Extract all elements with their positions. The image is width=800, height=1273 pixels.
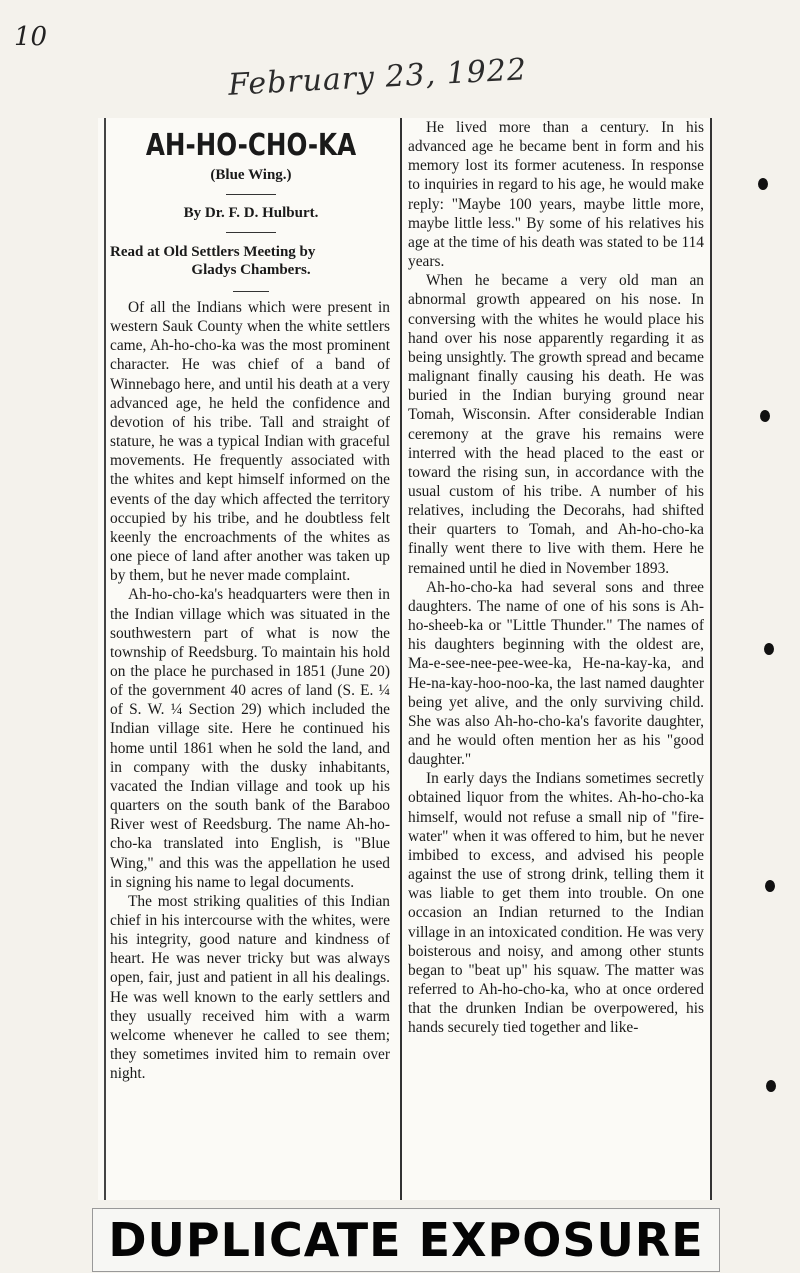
newspaper-clipping: [98, 118, 710, 1200]
punch-hole-3: [764, 643, 774, 655]
punch-hole-1: [758, 178, 768, 190]
punch-hole-4: [765, 880, 775, 892]
divider-rule: [226, 232, 276, 233]
article-paragraph: In early days the Indians sometimes secretly obtained liquor from the whites. Ah-ho-cho-ka himself, would not refuse a small nip of "fire-water" when it was offered to him, but he never imbibed to excess, and advised his people against the use of strong drink, telling them it was liable to get them into trouble. On one occasion an Indian returned to the Indian village in an intoxicated condition. He was very boisterous and noisy, and among other stunts began to "beat up" his squaw. The matter was referred to Ah-ho-cho-ka, who at once ordered that the drunken Indian be overpowered, his hands securely tied together and like-: [408, 770, 704, 1037]
reader-line: Read at Old Settlers Meeting by: [110, 244, 316, 260]
article-paragraph: Ah-ho-cho-ka had several sons and three daughters. The name of one of his sons is Ah-ho-sheeb-ka or "Little Thunder." The names of his daughters beginning with the oldest are, Ma-e-see-nee-pee-wee-ka, He-na-kay-ka, and He-na-kay-hoo-noo-ka, the last named daughter being yet alive, and the only surviving child. She was also Ah-ho-cho-ka's favorite daughter, and he would often mention her as his "good daughter.": [408, 578, 704, 769]
divider-rule: [233, 291, 269, 292]
punch-hole-5: [766, 1080, 776, 1092]
article-paragraph: When he became a very old man an abnormal growth appeared on his nose. In conversing with the whites he would place his hand over his nose apparently regarding it as being unsightly. The growth spread and became malignant finally causing his death. He was buried in the Indian burying ground near Tomah, Wisconsin. After considerable Indian ceremony at the grave his remains were interred with the head placed to the east or toward the rising sun, in accordance with the usual custom of his tribe. A number of his relatives, including the Decorahs, had shifted their quarters to Tomah, and Ah-ho-cho-ka finally went there to live with them. Here he remained until he died in November 1893.: [408, 272, 704, 577]
article-paragraph: He lived more than a century. In his advanced age he became bent in form and his memory lost its former acuteness. In response to inquiries in regard to his age, he would make reply: "Maybe 100 years, maybe little more, maybe little less." By some of his relatives his age at the time of his death was stated to be 114 years.: [408, 119, 704, 271]
handwritten-date: February 23, 1922: [227, 52, 528, 103]
reader-name: Gladys Chambers.: [191, 262, 311, 278]
punch-hole-2: [760, 410, 770, 422]
divider-rule: [226, 194, 276, 195]
right-column: [400, 118, 712, 1200]
article-subhead: (Blue Wing.): [210, 167, 292, 183]
article-headline: AH-HO-CHO-KA: [145, 128, 357, 163]
duplicate-exposure-stamp: DUPLICATE EXPOSURE: [92, 1208, 720, 1272]
article-paragraph: Of all the Indians which were present in western Sauk County when the white settlers came, Ah-ho-cho-ka was the most prominent character. He was chief of a band of Winnebago here, and until his death at a very advanced age, he held the confidence and devotion of his tribe. Tall and straight of stature, he was a typical Indian with graceful movements. He frequently associated with the whites and kept himself informed on the events of the day which affected the territory occupied by his tribe, and he doubtless felt keenly the encroachments of the whites as one piece of land after another was taken up by them, but he never made complaint.: [110, 299, 390, 585]
article-byline: By Dr. F. D. Hulburt.: [183, 205, 319, 221]
left-column: [104, 118, 396, 1200]
article-paragraph: Ah-ho-cho-ka's headquarters were then in the Indian village which was situated in the southwestern part of what is now the township of Reedsburg. To maintain his hold on the place he purchased in 1851 (June 20) of the government 40 acres of land (S. E. ¼ of S. W. ¼ Section 29) which included the Indian village site. Here he continued his home until 1861 when he sold the land, and in company with the dusky inhabitants, vacated the Indian village and took up his quarters on the south bank of the Baraboo River west of Reedsburg. The name Ah-ho-cho-ka translated into English, is "Blue Wing," and this was the appellation he used in signing his name to legal documents.: [110, 586, 390, 891]
page-number: 10: [14, 22, 48, 52]
article-paragraph: The most striking qualities of this Indian chief in his intercourse with the whites, were his integrity, good nature and kindness of heart. He was never tricky but was always open, fair, just and patient in all his dealings. He was well known to the early settlers and they usually received him with a warm welcome whenever he called to see them; they sometimes invited him to remain over night.: [110, 892, 390, 1083]
